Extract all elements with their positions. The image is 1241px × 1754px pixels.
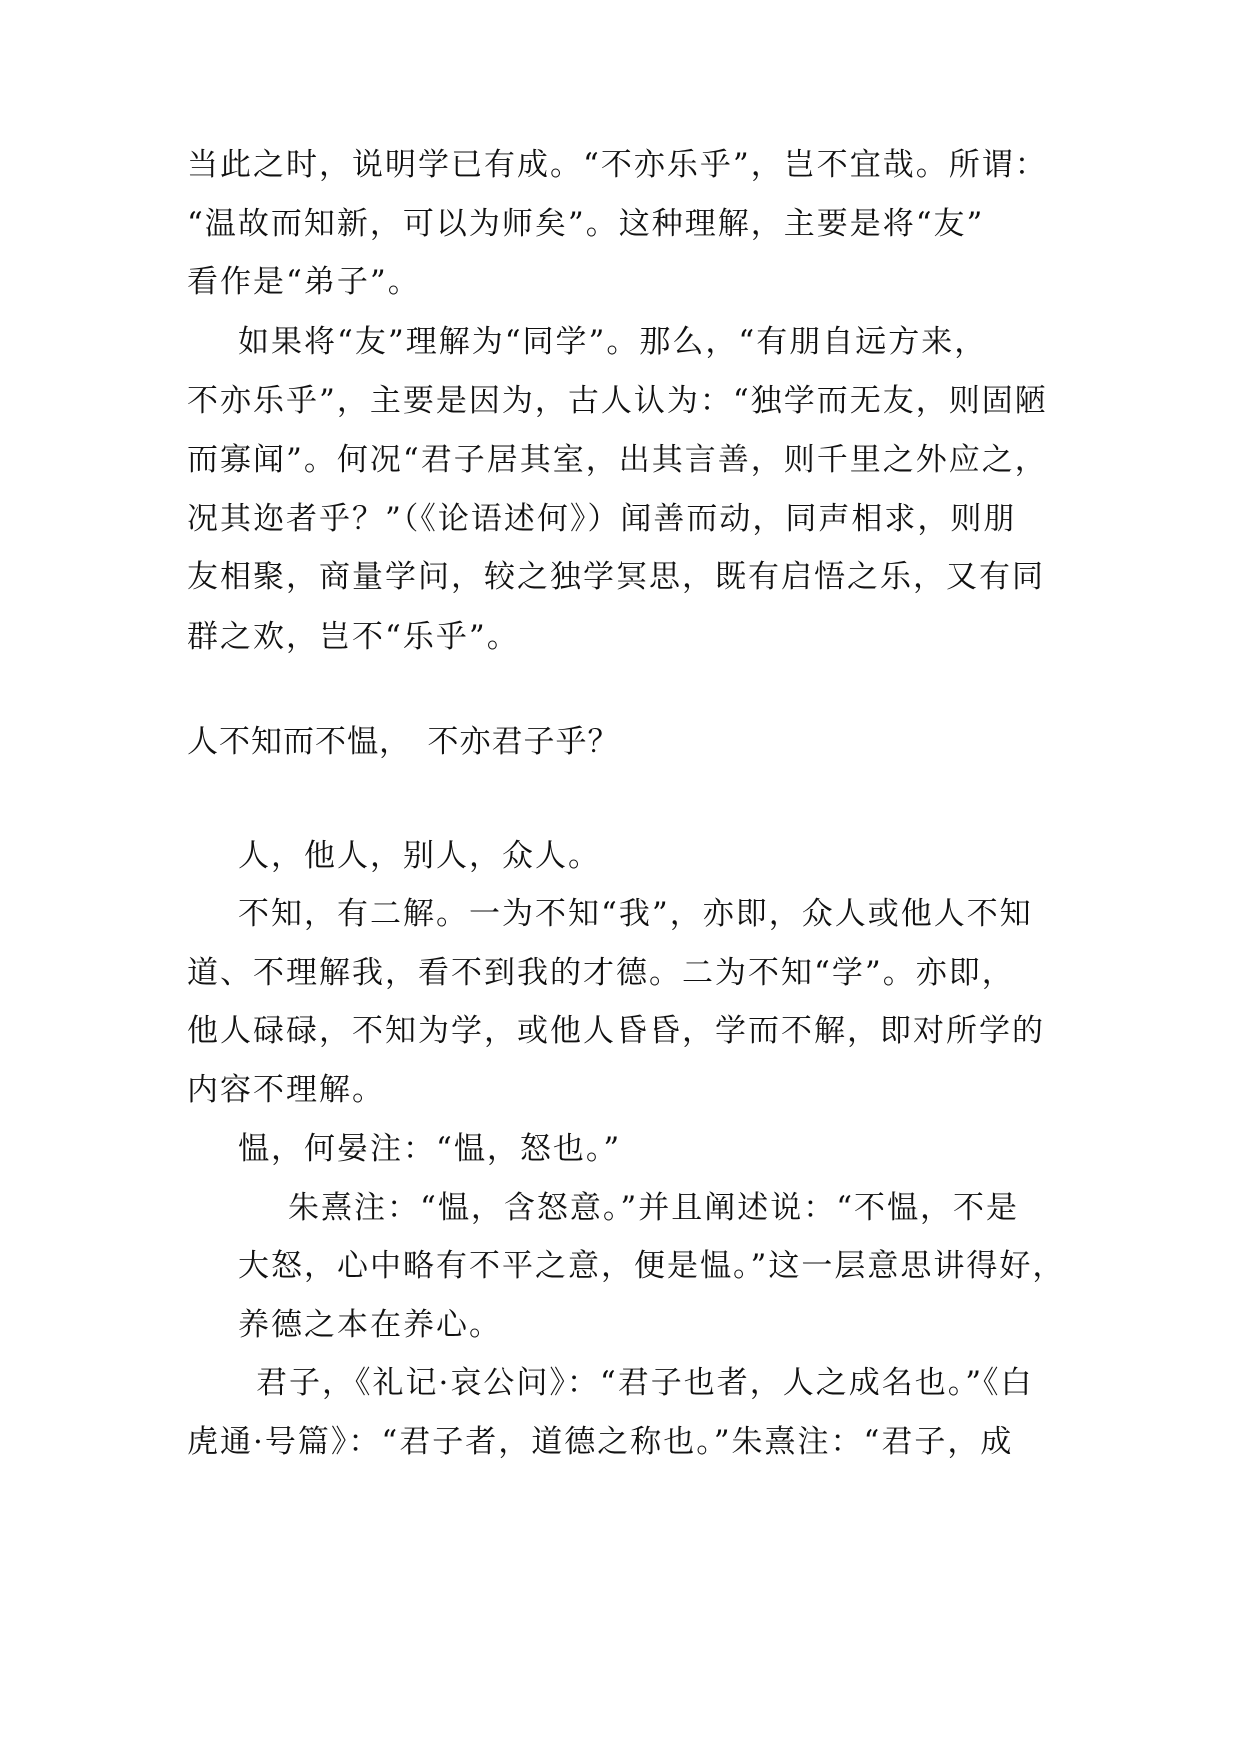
text-line: 养德之本在养心。 (238, 1307, 502, 1343)
text-line: 当此之时，说明学已有成。“不亦乐乎”，岂不宜哉。所谓： (187, 147, 1048, 183)
text-line: 大怒，心中略有不平之意，便是愠。”这一层意思讲得好， (238, 1248, 1066, 1284)
section-heading: 人不知而不愠， 不亦君子乎？ (187, 724, 620, 760)
text-line: 君子，《礼记·哀公问》：“君子也者，人之成名也。”《白 (256, 1365, 1034, 1401)
text-line: 群之欢，岂不“乐乎”。 (187, 619, 520, 655)
text-line: 道、不理解我，看不到我的才德。二为不知“学”。亦即， (187, 955, 1015, 991)
text-line: 愠，何晏注：“愠，怒也。” (238, 1131, 622, 1167)
text-line: 而寡闻”。何况“君子居其室，出其言善，则千里之外应之， (187, 442, 1048, 478)
text-line: 不知，有二解。一为不知“我”，亦即，众人或他人不知 (238, 896, 1033, 932)
text-line: 朱熹注：“愠，含怒意。”并且阐述说：“不愠，不是 (288, 1190, 1020, 1226)
text-line: “温故而知新，可以为师矣”。这种理解，主要是将“友” (187, 206, 985, 242)
text-line: 虎通·号篇》：“君子者，道德之称也。”朱熹注：“君子，成 (187, 1424, 1014, 1460)
text-line: 内容不理解。 (187, 1072, 385, 1108)
text-line: 看作是“弟子”。 (187, 264, 421, 300)
text-line: 况其迩者乎？”（《论语述何》）闻善而动，同声相求，则朋 (187, 501, 1017, 537)
text-line: 人，他人，别人，众人。 (238, 838, 601, 874)
text-line: 友相聚，商量学问，较之独学冥思，既有启悟之乐，又有同 (187, 559, 1045, 595)
text-line: 他人碌碌，不知为学，或他人昏昏，学而不解，即对所学的 (187, 1013, 1045, 1049)
text-line: 如果将“友”理解为“同学”。那么，“有朋自远方来， (238, 324, 988, 360)
text-line: 不亦乐乎”，主要是因为，古人认为：“独学而无友，则固陋 (187, 383, 1048, 419)
